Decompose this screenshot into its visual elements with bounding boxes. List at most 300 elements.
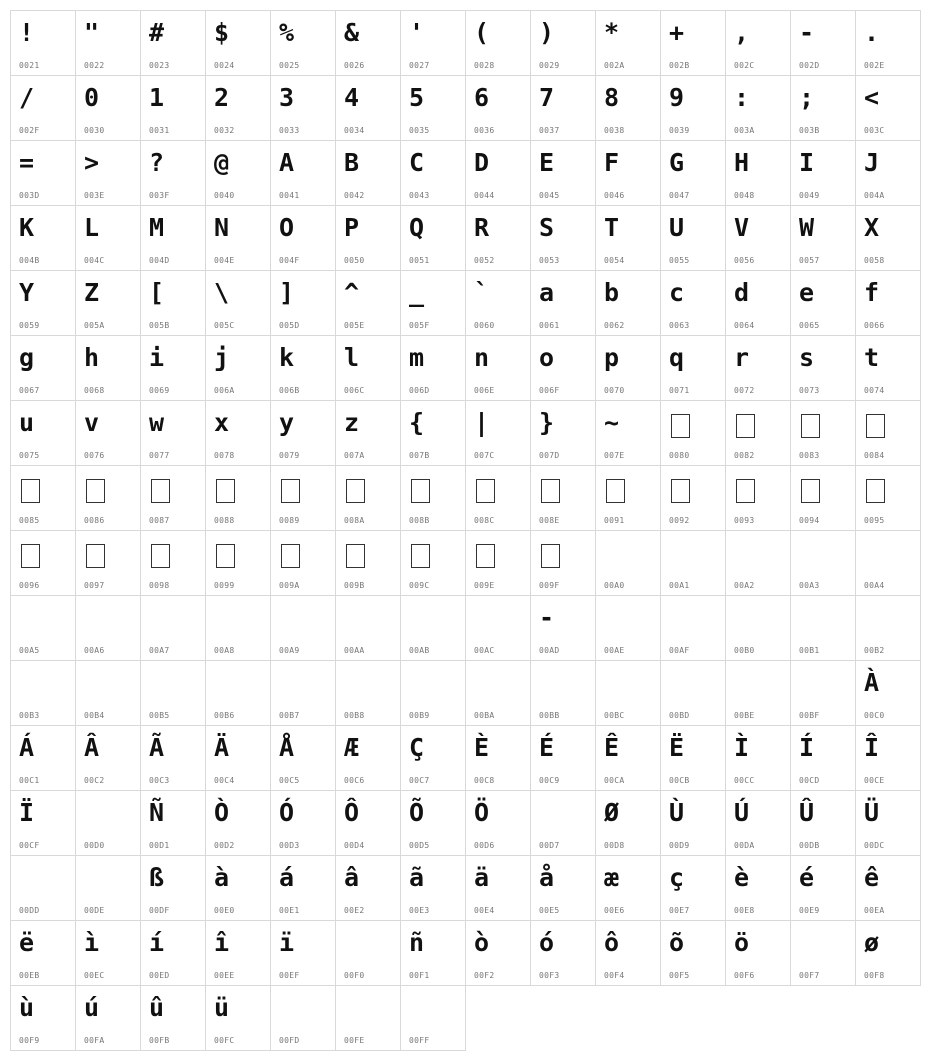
glyph-preview: Å	[279, 733, 295, 762]
glyph-cell	[11, 466, 76, 531]
glyph-cell	[466, 726, 531, 791]
glyph-preview: r	[734, 343, 750, 372]
glyph-cell	[726, 791, 791, 856]
glyph-cell	[206, 596, 271, 661]
glyph-cell	[726, 401, 791, 466]
unicode-codepoint-label: 00C3	[149, 776, 170, 785]
glyph-preview: P	[344, 213, 360, 242]
glyph-cell	[76, 141, 141, 206]
glyph-cell	[791, 336, 856, 401]
unicode-codepoint-label: 00FE	[344, 1036, 365, 1045]
glyph-cell	[11, 11, 76, 76]
unicode-codepoint-label: 0054	[604, 256, 625, 265]
glyph-cell	[336, 336, 401, 401]
glyph-preview: Ì	[734, 733, 750, 762]
glyph-cell	[76, 856, 141, 921]
unicode-codepoint-label: 00AC	[474, 646, 495, 655]
glyph-cell	[336, 791, 401, 856]
glyph-cell	[206, 141, 271, 206]
unicode-codepoint-label: 008E	[539, 516, 560, 525]
glyph-cell	[141, 466, 206, 531]
glyph-preview: Ï	[19, 798, 35, 827]
glyph-cell	[531, 726, 596, 791]
glyph-cell	[401, 531, 466, 596]
glyph-cell	[596, 856, 661, 921]
glyph-preview: t	[864, 343, 880, 372]
glyph-cell	[11, 401, 76, 466]
unicode-codepoint-label: 00B2	[864, 646, 885, 655]
glyph-cell	[336, 11, 401, 76]
glyph-cell	[726, 856, 791, 921]
unicode-codepoint-label: 0067	[19, 386, 40, 395]
glyph-cell	[596, 206, 661, 271]
glyph-cell	[466, 596, 531, 661]
glyph-cell	[336, 76, 401, 141]
glyph-preview: E	[539, 148, 555, 177]
glyph-cell	[336, 271, 401, 336]
glyph-cell	[336, 141, 401, 206]
glyph-preview: Ü	[864, 798, 880, 827]
glyph-cell	[401, 856, 466, 921]
glyph-cell	[856, 791, 921, 856]
glyph-cell	[856, 596, 921, 661]
glyph-preview: l	[344, 343, 360, 372]
glyph-cell	[206, 986, 271, 1051]
unicode-codepoint-label: 004A	[864, 191, 885, 200]
glyph-cell	[596, 271, 661, 336]
glyph-preview: k	[279, 343, 295, 372]
glyph-cell	[791, 206, 856, 271]
glyph-cell	[856, 141, 921, 206]
glyph-preview: 6	[474, 83, 490, 112]
glyph-cell	[726, 271, 791, 336]
glyph-cell	[726, 206, 791, 271]
glyph-preview: Ñ	[149, 798, 165, 827]
unicode-codepoint-label: 009F	[539, 581, 560, 590]
unicode-codepoint-label: 0087	[149, 516, 170, 525]
glyph-cell	[856, 856, 921, 921]
glyph-preview: v	[84, 408, 100, 437]
glyph-cell	[76, 401, 141, 466]
glyph-preview: ß	[149, 863, 165, 892]
glyph-preview: "	[84, 18, 100, 47]
unicode-codepoint-label: 00B5	[149, 711, 170, 720]
unicode-codepoint-label: 0053	[539, 256, 560, 265]
glyph-preview: s	[799, 343, 815, 372]
missing-glyph-box-icon	[671, 479, 690, 503]
unicode-codepoint-label: 006F	[539, 386, 560, 395]
unicode-codepoint-label: 0099	[214, 581, 235, 590]
unicode-codepoint-label: 0085	[19, 516, 40, 525]
unicode-codepoint-label: 0072	[734, 386, 755, 395]
glyph-cell	[141, 726, 206, 791]
unicode-codepoint-label: 009C	[409, 581, 430, 590]
unicode-codepoint-label: 0063	[669, 321, 690, 330]
glyph-cell	[401, 76, 466, 141]
unicode-codepoint-label: 00EB	[19, 971, 40, 980]
unicode-codepoint-label: 002C	[734, 61, 755, 70]
unicode-codepoint-label: 00B4	[84, 711, 105, 720]
unicode-codepoint-label: 005A	[84, 321, 105, 330]
glyph-cell	[271, 596, 336, 661]
glyph-preview: Í	[799, 733, 815, 762]
unicode-codepoint-label: 00D5	[409, 841, 430, 850]
glyph-cell	[791, 531, 856, 596]
unicode-codepoint-label: 00A2	[734, 581, 755, 590]
glyph-preview: 8	[604, 83, 620, 112]
unicode-codepoint-label: 002F	[19, 126, 40, 135]
unicode-codepoint-label: 00F3	[539, 971, 560, 980]
glyph-cell	[856, 466, 921, 531]
missing-glyph-box-icon	[801, 479, 820, 503]
missing-glyph-box-icon	[801, 414, 820, 438]
glyph-cell	[141, 271, 206, 336]
glyph-cell	[531, 76, 596, 141]
missing-glyph-box-icon	[21, 479, 40, 503]
unicode-codepoint-label: 00CA	[604, 776, 625, 785]
glyph-cell	[726, 336, 791, 401]
unicode-codepoint-label: 003C	[864, 126, 885, 135]
glyph-cell	[11, 141, 76, 206]
unicode-codepoint-label: 00AF	[669, 646, 690, 655]
glyph-preview: Z	[84, 278, 100, 307]
unicode-codepoint-label: 00FC	[214, 1036, 235, 1045]
missing-glyph-box-icon	[866, 414, 885, 438]
unicode-codepoint-label: 00AA	[344, 646, 365, 655]
unicode-codepoint-label: 00FA	[84, 1036, 105, 1045]
glyph-cell	[531, 466, 596, 531]
glyph-cell	[466, 336, 531, 401]
glyph-cell	[401, 206, 466, 271]
glyph-preview: 2	[214, 83, 230, 112]
glyph-preview: Ê	[604, 733, 620, 762]
glyph-cell	[661, 271, 726, 336]
unicode-codepoint-label: 00C5	[279, 776, 300, 785]
unicode-codepoint-label: 0051	[409, 256, 430, 265]
glyph-preview: é	[799, 863, 815, 892]
unicode-codepoint-label: 007A	[344, 451, 365, 460]
glyph-cell	[206, 726, 271, 791]
missing-glyph-box-icon	[86, 544, 105, 568]
unicode-codepoint-label: 0078	[214, 451, 235, 460]
unicode-codepoint-label: 003F	[149, 191, 170, 200]
character-map-grid	[10, 10, 921, 1051]
glyph-cell	[271, 271, 336, 336]
glyph-cell	[206, 206, 271, 271]
glyph-cell	[401, 791, 466, 856]
glyph-preview: u	[19, 408, 35, 437]
unicode-codepoint-label: 0057	[799, 256, 820, 265]
glyph-cell	[271, 661, 336, 726]
unicode-codepoint-label: 00A8	[214, 646, 235, 655]
glyph-preview: \	[214, 278, 230, 307]
unicode-codepoint-label: 00A4	[864, 581, 885, 590]
unicode-codepoint-label: 00E5	[539, 906, 560, 915]
glyph-cell	[466, 466, 531, 531]
unicode-codepoint-label: 00D0	[84, 841, 105, 850]
glyph-preview: C	[409, 148, 425, 177]
glyph-preview: æ	[604, 863, 620, 892]
glyph-cell	[271, 791, 336, 856]
glyph-cell	[531, 206, 596, 271]
glyph-preview: W	[799, 213, 815, 242]
unicode-codepoint-label: 0098	[149, 581, 170, 590]
glyph-cell	[466, 921, 531, 986]
glyph-cell	[11, 336, 76, 401]
glyph-preview: ã	[409, 863, 425, 892]
glyph-cell	[336, 466, 401, 531]
unicode-codepoint-label: 00BB	[539, 711, 560, 720]
unicode-codepoint-label: 00F2	[474, 971, 495, 980]
unicode-codepoint-label: 0025	[279, 61, 300, 70]
glyph-cell	[11, 661, 76, 726]
glyph-cell	[401, 661, 466, 726]
unicode-codepoint-label: 0031	[149, 126, 170, 135]
unicode-codepoint-label: 005F	[409, 321, 430, 330]
glyph-cell	[206, 661, 271, 726]
glyph-cell	[726, 466, 791, 531]
unicode-codepoint-label: 00D8	[604, 841, 625, 850]
unicode-codepoint-label: 00EF	[279, 971, 300, 980]
glyph-cell	[271, 856, 336, 921]
unicode-codepoint-label: 005D	[279, 321, 300, 330]
glyph-cell	[11, 986, 76, 1051]
glyph-preview: R	[474, 213, 490, 242]
unicode-codepoint-label: 00E4	[474, 906, 495, 915]
unicode-codepoint-label: 00BE	[734, 711, 755, 720]
glyph-preview: j	[214, 343, 230, 372]
glyph-cell	[661, 596, 726, 661]
glyph-preview: å	[539, 863, 555, 892]
glyph-cell	[661, 791, 726, 856]
glyph-cell	[76, 336, 141, 401]
glyph-cell	[271, 531, 336, 596]
glyph-cell	[336, 661, 401, 726]
glyph-preview: )	[539, 18, 555, 47]
missing-glyph-box-icon	[21, 544, 40, 568]
glyph-cell	[856, 206, 921, 271]
glyph-cell	[206, 856, 271, 921]
unicode-codepoint-label: 00DE	[84, 906, 105, 915]
glyph-cell	[726, 596, 791, 661]
missing-glyph-box-icon	[541, 544, 560, 568]
unicode-codepoint-label: 00D9	[669, 841, 690, 850]
glyph-cell	[401, 986, 466, 1051]
unicode-codepoint-label: 00BC	[604, 711, 625, 720]
glyph-cell	[661, 726, 726, 791]
glyph-preview: Î	[864, 733, 880, 762]
glyph-preview: Ô	[344, 798, 360, 827]
unicode-codepoint-label: 00FF	[409, 1036, 430, 1045]
unicode-codepoint-label: 0092	[669, 516, 690, 525]
glyph-preview: Ç	[409, 733, 425, 762]
unicode-codepoint-label: 0034	[344, 126, 365, 135]
glyph-cell	[76, 466, 141, 531]
unicode-codepoint-label: 00D1	[149, 841, 170, 850]
glyph-preview: =	[19, 148, 35, 177]
glyph-cell	[726, 76, 791, 141]
unicode-codepoint-label: 00A7	[149, 646, 170, 655]
glyph-preview: -	[539, 603, 555, 632]
glyph-cell	[206, 76, 271, 141]
unicode-codepoint-label: 007E	[604, 451, 625, 460]
glyph-preview: O	[279, 213, 295, 242]
glyph-preview: Û	[799, 798, 815, 827]
unicode-codepoint-label: 004B	[19, 256, 40, 265]
unicode-codepoint-label: 00FD	[279, 1036, 300, 1045]
glyph-cell	[271, 336, 336, 401]
glyph-cell	[466, 856, 531, 921]
unicode-codepoint-label: 006D	[409, 386, 430, 395]
glyph-cell	[401, 271, 466, 336]
unicode-codepoint-label: 0077	[149, 451, 170, 460]
glyph-preview: ô	[604, 928, 620, 957]
unicode-codepoint-label: 006A	[214, 386, 235, 395]
glyph-cell	[11, 271, 76, 336]
unicode-codepoint-label: 0073	[799, 386, 820, 395]
unicode-codepoint-label: 0066	[864, 321, 885, 330]
glyph-cell	[726, 11, 791, 76]
glyph-cell	[466, 791, 531, 856]
glyph-preview: o	[539, 343, 555, 372]
unicode-codepoint-label: 0022	[84, 61, 105, 70]
unicode-codepoint-label: 0070	[604, 386, 625, 395]
unicode-codepoint-label: 0046	[604, 191, 625, 200]
glyph-preview: F	[604, 148, 620, 177]
unicode-codepoint-label: 0035	[409, 126, 430, 135]
glyph-cell	[401, 141, 466, 206]
glyph-preview: U	[669, 213, 685, 242]
glyph-preview: Ø	[604, 798, 620, 827]
unicode-codepoint-label: 0062	[604, 321, 625, 330]
glyph-preview: K	[19, 213, 35, 242]
unicode-codepoint-label: 00BA	[474, 711, 495, 720]
unicode-codepoint-label: 00C9	[539, 776, 560, 785]
missing-glyph-box-icon	[476, 479, 495, 503]
unicode-codepoint-label: 00D6	[474, 841, 495, 850]
glyph-cell	[531, 661, 596, 726]
glyph-cell	[466, 206, 531, 271]
glyph-preview: Â	[84, 733, 100, 762]
unicode-codepoint-label: 00C2	[84, 776, 105, 785]
unicode-codepoint-label: 00CB	[669, 776, 690, 785]
unicode-codepoint-label: 003A	[734, 126, 755, 135]
glyph-cell	[531, 856, 596, 921]
glyph-cell	[596, 921, 661, 986]
unicode-codepoint-label: 00CE	[864, 776, 885, 785]
unicode-codepoint-label: 006B	[279, 386, 300, 395]
unicode-codepoint-label: 00B6	[214, 711, 235, 720]
glyph-preview: (	[474, 18, 490, 47]
unicode-codepoint-label: 003B	[799, 126, 820, 135]
unicode-codepoint-label: 008B	[409, 516, 430, 525]
glyph-cell	[596, 401, 661, 466]
missing-glyph-box-icon	[736, 479, 755, 503]
unicode-codepoint-label: 009E	[474, 581, 495, 590]
unicode-codepoint-label: 00DC	[864, 841, 885, 850]
missing-glyph-box-icon	[606, 479, 625, 503]
unicode-codepoint-label: 0082	[734, 451, 755, 460]
glyph-cell	[76, 921, 141, 986]
glyph-cell	[596, 791, 661, 856]
glyph-preview: î	[214, 928, 230, 957]
unicode-codepoint-label: 0047	[669, 191, 690, 200]
unicode-codepoint-label: 00DD	[19, 906, 40, 915]
missing-glyph-box-icon	[476, 544, 495, 568]
glyph-cell	[401, 336, 466, 401]
unicode-codepoint-label: 00E1	[279, 906, 300, 915]
glyph-cell	[271, 921, 336, 986]
unicode-codepoint-label: 00EA	[864, 906, 885, 915]
glyph-cell	[466, 531, 531, 596]
unicode-codepoint-label: 00F9	[19, 1036, 40, 1045]
unicode-codepoint-label: 003D	[19, 191, 40, 200]
unicode-codepoint-label: 00E6	[604, 906, 625, 915]
glyph-preview: !	[19, 18, 35, 47]
glyph-cell	[141, 76, 206, 141]
glyph-cell	[336, 986, 401, 1051]
glyph-preview: ö	[734, 928, 750, 957]
glyph-preview: a	[539, 278, 555, 307]
unicode-codepoint-label: 0038	[604, 126, 625, 135]
unicode-codepoint-label: 0030	[84, 126, 105, 135]
glyph-cell	[11, 76, 76, 141]
unicode-codepoint-label: 00F5	[669, 971, 690, 980]
glyph-preview: <	[864, 83, 880, 112]
glyph-cell	[141, 531, 206, 596]
glyph-cell	[336, 726, 401, 791]
glyph-cell	[596, 531, 661, 596]
unicode-codepoint-label: 002A	[604, 61, 625, 70]
missing-glyph-box-icon	[151, 544, 170, 568]
glyph-cell	[336, 921, 401, 986]
glyph-preview: p	[604, 343, 620, 372]
glyph-cell	[466, 401, 531, 466]
glyph-preview: 3	[279, 83, 295, 112]
glyph-preview: Æ	[344, 733, 360, 762]
glyph-cell	[791, 661, 856, 726]
unicode-codepoint-label: 00C8	[474, 776, 495, 785]
glyph-preview: [	[149, 278, 165, 307]
unicode-codepoint-label: 00C6	[344, 776, 365, 785]
glyph-cell	[401, 466, 466, 531]
glyph-preview: Y	[19, 278, 35, 307]
glyph-cell	[791, 401, 856, 466]
unicode-codepoint-label: 00FB	[149, 1036, 170, 1045]
unicode-codepoint-label: 00C0	[864, 711, 885, 720]
glyph-cell	[856, 336, 921, 401]
glyph-cell	[141, 401, 206, 466]
unicode-codepoint-label: 0036	[474, 126, 495, 135]
unicode-codepoint-label: 0056	[734, 256, 755, 265]
unicode-codepoint-label: 0079	[279, 451, 300, 460]
unicode-codepoint-label: 00D3	[279, 841, 300, 850]
unicode-codepoint-label: 00E7	[669, 906, 690, 915]
unicode-codepoint-label: 0091	[604, 516, 625, 525]
glyph-cell	[206, 336, 271, 401]
unicode-codepoint-label: 00F1	[409, 971, 430, 980]
unicode-codepoint-label: 00BF	[799, 711, 820, 720]
unicode-codepoint-label: 00A3	[799, 581, 820, 590]
unicode-codepoint-label: 0023	[149, 61, 170, 70]
glyph-preview: ï	[279, 928, 295, 957]
glyph-cell	[661, 401, 726, 466]
glyph-cell	[76, 661, 141, 726]
glyph-cell	[11, 856, 76, 921]
glyph-cell	[76, 531, 141, 596]
glyph-preview: 7	[539, 83, 555, 112]
unicode-codepoint-label: 0043	[409, 191, 430, 200]
